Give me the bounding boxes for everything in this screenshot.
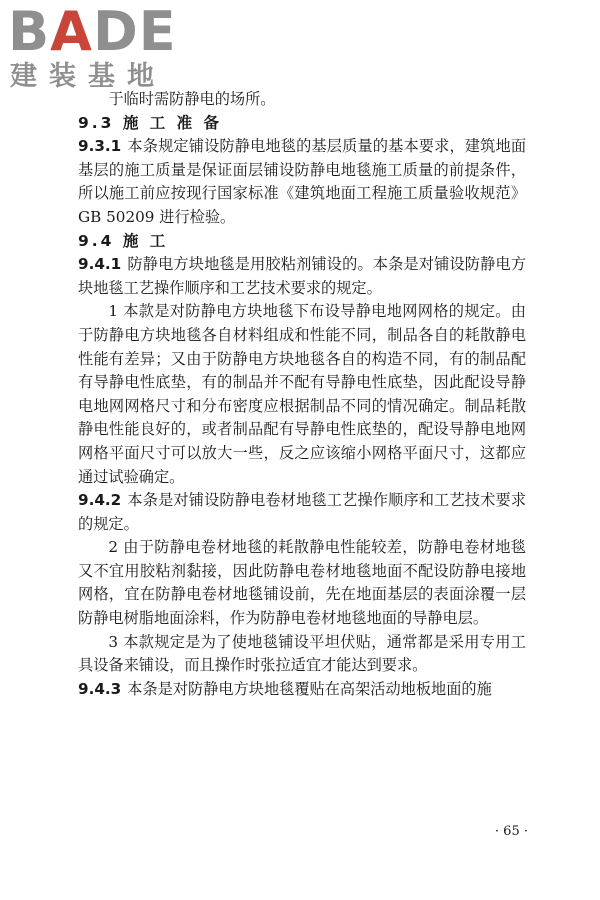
clause-9-4-2-item-2: 2 由于防静电卷材地毯的耗散静电性能较差，防静电卷材地毯又不宜用胶粘剂黏接，因此防静电卷材地毯地面不配设防静电接地网格，宜在防静电卷材地毯铺设前，先在地面基层的表面涂覆一层防静电树脂地面涂料，作为防静电卷材地毯地面的导静电层。 (78, 538, 526, 628)
logo-wordmark (8, 0, 177, 63)
clause-9-4-1-item-1: 1 本款是对防静电方块地毯下布设导静电地网网格的规定。由于防静电方块地毯各自材料组成和性能不同，制品各自的耗散静电性能有差异；又由于防静电方块地毯各自的构造不同，有的制品配有导静电性底垫，有的制品并不配有导静电性底垫，因此配设导静电地网网格尺寸和分布密度应根据制品不同的情况确定。制品耗散静电性能良好的，或者制品配有导静电性底垫的，配设导静电地网网格平面尺寸可以放大一些，反之应该缩小网格平面尺寸，这都应通过试验确定。 (78, 302, 526, 486)
logo-letter-b: B (8, 0, 51, 63)
clause-number: 9.3.1 (78, 137, 122, 156)
clause-9-4-2 (78, 489, 526, 536)
clause-text: 本条是对铺设防静电卷材地毯工艺操作顺序和工艺技术要求的规定。 (78, 491, 526, 533)
clause-number: 9.4.1 (78, 255, 122, 274)
clause-text: 本条是对防静电方块地毯覆贴在高架活动地板地面的施 (127, 679, 492, 698)
page-number: · 65 · (494, 824, 528, 839)
logo-subtitle: 建装基地 (10, 61, 166, 92)
logo-letter-a: A (50, 0, 93, 63)
clause-text: 防静电方块地毯是用胶粘剂铺设的。本条是对铺设防静电方块地毯工艺操作顺序和工艺技术要求的规定。 (78, 255, 526, 297)
clause-9-4-2-item-3: 3 本款规定是为了使地毯铺设平坦伏贴，通常都是采用专用工具设备来铺设，而且操作时张拉适宜才能达到要求。 (78, 632, 526, 675)
logo-letters-de: DE (92, 0, 177, 63)
clause-text: 本条规定铺设防静电地毯的基层质量的基本要求，建筑地面基层的施工质量是保证面层铺设防静电地毯施工质量的前提条件，所以施工前应按现行国家标准《建筑地面工程施工质量验收规范》GB 50209 进行检验。 (78, 137, 526, 226)
bade-logo (8, 0, 178, 94)
page-body (78, 88, 526, 701)
clause-9-3-1 (78, 135, 526, 229)
clause-9-4-3 (78, 678, 526, 702)
clause-9-4-1 (78, 253, 526, 300)
section-heading-9-3: 9.3 施 工 准 备 (78, 113, 223, 132)
clause-number: 9.4.2 (78, 491, 122, 510)
intro-text: 于临时需防静电的场所。 (108, 90, 276, 108)
section-heading-9-4: 9.4 施 工 (78, 231, 169, 250)
clause-number: 9.4.3 (78, 679, 122, 698)
